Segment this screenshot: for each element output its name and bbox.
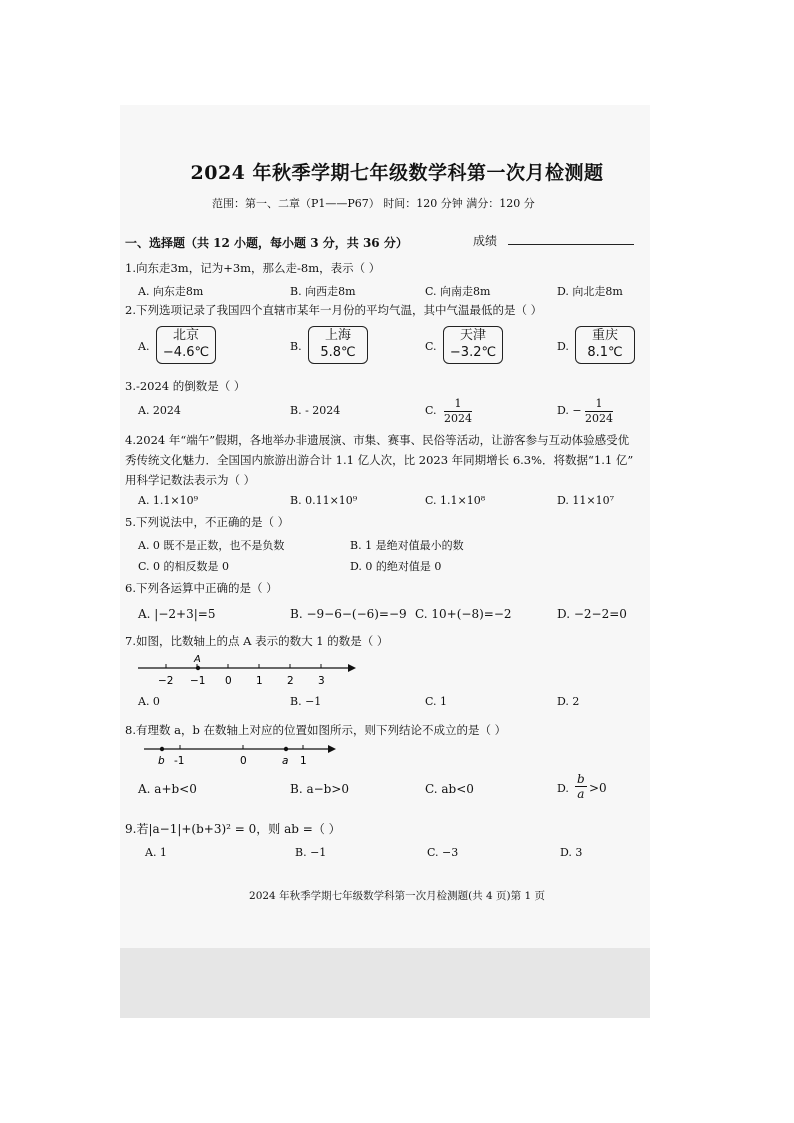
q2-city-temp: 8.1℃ bbox=[587, 345, 623, 360]
page-footer: 2024 年秋季学期七年级数学科第一次月检测题(共 4 页)第 1 页 bbox=[249, 890, 545, 902]
q2-letter-c: C. bbox=[425, 340, 437, 353]
q6-option-d: D. −2−2=0 bbox=[557, 607, 627, 621]
q1-option-b: B. 向西走8m bbox=[290, 285, 356, 298]
q7-option-d: D. 2 bbox=[557, 695, 580, 708]
q8-stem: 8.有理数 a，b 在数轴上对应的位置如图所示，则下列结论不成立的是（ ） bbox=[125, 723, 507, 737]
q7-option-b: B. −1 bbox=[290, 695, 322, 708]
section-heading: 一、选择题（共 12 小题，每小题 3 分，共 36 分） bbox=[125, 236, 408, 250]
q4-line-1: 4.2024 年“端午”假期，各地举办非遗展演、市集、赛事、民俗等活动，让游客参与互动体验感受优 bbox=[125, 433, 630, 447]
tick-label: 1 bbox=[256, 675, 263, 687]
q2-city-name: 天津 bbox=[459, 328, 486, 343]
tick-label: 0 bbox=[225, 675, 232, 687]
q4-option-b: B. 0.11×10⁹ bbox=[290, 494, 358, 507]
q7-option-c: C. 1 bbox=[425, 695, 448, 708]
point-b-dot bbox=[160, 747, 164, 751]
q5-option-d: D. 0 的绝对值是 0 bbox=[350, 560, 442, 573]
q2-stem: 2.下列选项记录了我国四个直辖市某年一月份的平均气温，其中气温最低的是（ ） bbox=[125, 303, 543, 317]
q9-option-c: C. −3 bbox=[427, 846, 459, 859]
tick-label: 3 bbox=[318, 675, 325, 687]
q2-box-chongqing bbox=[575, 326, 635, 364]
q8-number-line bbox=[140, 738, 340, 768]
q3-option-c-label: C. bbox=[425, 404, 437, 417]
q4-line-2: 秀传统文化魅力．全国国内旅游出游合计 1.1 亿人次，比 2023 年同期增长 6.3%．将数据“1.1 亿” bbox=[125, 453, 634, 467]
fraction-numerator: 1 bbox=[444, 397, 472, 412]
q2-city-temp: 5.8℃ bbox=[320, 345, 356, 360]
q9-option-b: B. −1 bbox=[295, 846, 327, 859]
arrow-head bbox=[328, 745, 336, 753]
q8-option-b: B. a−b>0 bbox=[290, 782, 350, 796]
q8-option-a: A. a+b<0 bbox=[138, 782, 197, 796]
q4-option-d: D. 11×10⁷ bbox=[557, 494, 615, 507]
q5-option-a: A. 0 既不是正数，也不是负数 bbox=[138, 539, 285, 552]
q5-option-b: B. 1 是绝对值最小的数 bbox=[350, 539, 464, 552]
fraction-denominator: 2024 bbox=[585, 412, 613, 425]
q6-option-c: C. 10+(−8)=−2 bbox=[415, 607, 512, 621]
arrow-head bbox=[348, 664, 356, 672]
q1-stem: 1.向东走3m，记为+3m，那么走-8m，表示（ ） bbox=[125, 261, 381, 275]
q1-option-a: A. 向东走8m bbox=[138, 285, 204, 298]
q2-box-beijing bbox=[156, 326, 216, 364]
axis-label-zero: 0 bbox=[240, 755, 247, 767]
score-label: 成绩 bbox=[473, 234, 498, 248]
q9-stem: 9.若|a−1|+(b+3)² = 0，则 ab =（ ） bbox=[125, 822, 341, 836]
paper-bottom-shadow bbox=[120, 948, 650, 1018]
q2-city-temp: −3.2℃ bbox=[449, 345, 497, 360]
q8-option-d-tail: >0 bbox=[589, 781, 607, 795]
fraction-numerator: 1 bbox=[585, 397, 613, 412]
q8-option-c: C. ab<0 bbox=[425, 782, 474, 796]
q4-option-c: C. 1.1×10⁸ bbox=[425, 494, 486, 507]
q9-option-a: A. 1 bbox=[145, 846, 167, 859]
exam-title: 2024 年秋季学期七年级数学科第一次月检测题 bbox=[190, 162, 604, 184]
q3-option-c-fraction bbox=[444, 397, 472, 426]
q8-option-d-fraction bbox=[575, 772, 587, 801]
q6-stem: 6.下列各运算中正确的是（ ） bbox=[125, 581, 278, 595]
q7-stem: 7.如图，比数轴上的点 A 表示的数大 1 的数是（ ） bbox=[125, 634, 389, 648]
axis-label-b: b bbox=[158, 755, 165, 767]
q2-letter-a: A. bbox=[138, 340, 150, 353]
q2-box-shanghai bbox=[308, 326, 368, 364]
q5-option-c: C. 0 的相反数是 0 bbox=[138, 560, 230, 573]
q3-option-a: A. 2024 bbox=[138, 404, 181, 417]
tick-label: 2 bbox=[287, 675, 294, 687]
q7-option-a: A. 0 bbox=[138, 695, 160, 708]
fraction-denominator: 2024 bbox=[444, 412, 472, 425]
q2-box-tianjin bbox=[443, 326, 503, 364]
q3-stem: 3.-2024 的倒数是（ ） bbox=[125, 379, 246, 393]
q7-number-line bbox=[130, 652, 360, 690]
q6-option-a: A. |−2+3|=5 bbox=[138, 607, 216, 621]
q6-option-b: B. −9−6−(−6)=−9 bbox=[290, 607, 407, 621]
point-a-label: A bbox=[194, 654, 201, 665]
q2-city-name: 北京 bbox=[172, 328, 199, 343]
axis-label-a: a bbox=[282, 755, 289, 767]
fraction-denominator: a bbox=[577, 787, 585, 801]
axis-label-minus-one: -1 bbox=[174, 755, 185, 767]
q3-option-b: B. - 2024 bbox=[290, 404, 341, 417]
q9-option-d: D. 3 bbox=[560, 846, 583, 859]
score-blank-line bbox=[508, 244, 634, 245]
q2-letter-b: B. bbox=[290, 340, 302, 353]
q1-option-d: D. 向北走8m bbox=[557, 285, 623, 298]
exam-scope-line: 范围：第一、二章（P1——P67） 时间：120 分钟 满分：120 分 bbox=[212, 197, 535, 210]
q3-option-d-label: D. − bbox=[557, 404, 582, 417]
tick-label: −1 bbox=[190, 675, 206, 687]
point-a-dot bbox=[284, 747, 288, 751]
q3-option-d-fraction bbox=[585, 397, 613, 426]
q2-city-temp: −4.6℃ bbox=[162, 345, 210, 360]
q2-city-name: 上海 bbox=[324, 328, 351, 343]
tick-label: −2 bbox=[158, 675, 174, 687]
q2-city-name: 重庆 bbox=[591, 328, 618, 343]
q4-line-3: 用科学记数法表示为（ ） bbox=[125, 473, 256, 487]
fraction-numerator: b bbox=[577, 772, 585, 786]
q5-stem: 5.下列说法中，不正确的是（ ） bbox=[125, 515, 290, 529]
q1-option-c: C. 向南走8m bbox=[425, 285, 491, 298]
q2-letter-d: D. bbox=[557, 340, 569, 353]
q8-option-d-label: D. bbox=[557, 782, 569, 795]
axis-label-one: 1 bbox=[300, 755, 307, 767]
q4-option-a: A. 1.1×10⁹ bbox=[138, 494, 199, 507]
point-a-dot bbox=[196, 666, 200, 670]
